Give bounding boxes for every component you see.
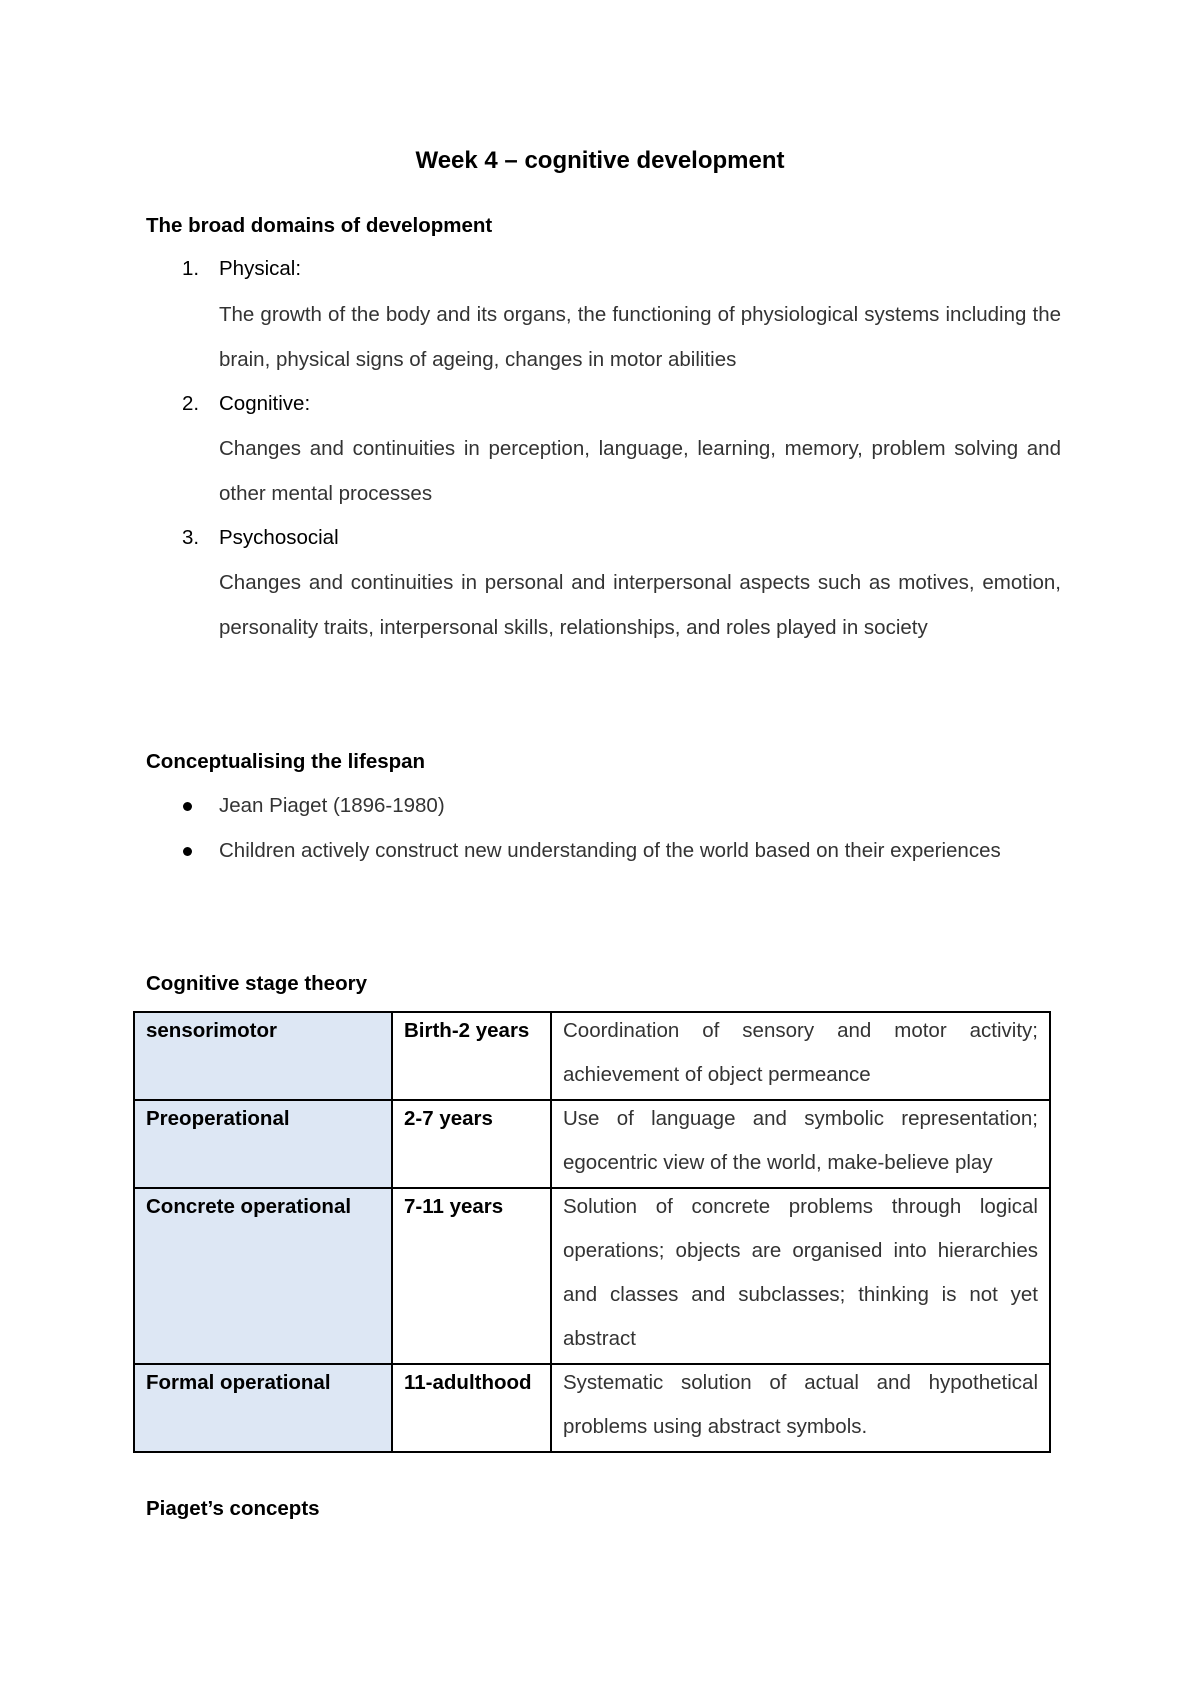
domain-text-cognitive: Changes and continuities in perception, language, learning, memory, problem solving and other mental processes xyxy=(219,437,1061,505)
list-number: 3. xyxy=(182,526,200,549)
stage-description: Use of language and symbolic representation; egocentric view of the world, make-believe play xyxy=(563,1107,1038,1174)
stage-name-cell xyxy=(134,1012,392,1100)
stage-age-cell xyxy=(392,1188,551,1364)
domain-text-psychosocial: Changes and continuities in personal and interpersonal aspects such as motives, emotion, personality traits, interpersonal skills, relationships, and roles played in society xyxy=(219,571,1061,639)
stage-name-cell xyxy=(134,1364,392,1452)
stage-name-cell xyxy=(134,1100,392,1188)
section-heading-stage-theory: Cognitive stage theory xyxy=(146,972,367,995)
bullet-icon xyxy=(183,802,192,811)
stage-age: 11-adulthood xyxy=(404,1371,532,1394)
stage-table xyxy=(133,1011,1051,1453)
list-number: 2. xyxy=(182,392,200,415)
stage-description: Solution of concrete problems through logical operations; objects are organised into hierarchies and classes and subclasses; thinking is not yet abstract xyxy=(563,1195,1038,1350)
table-row xyxy=(134,1012,1050,1100)
domain-label-psychosocial: Psychosocial xyxy=(219,526,339,549)
stage-description: Coordination of sensory and motor activity; achievement of object permeance xyxy=(563,1019,1038,1086)
table-row xyxy=(134,1100,1050,1188)
list-number: 1. xyxy=(182,257,200,280)
section-heading-domains: The broad domains of development xyxy=(146,214,493,237)
bullet-icon xyxy=(183,847,192,856)
lifespan-bullet-item: Jean Piaget (1896-1980) xyxy=(219,794,445,817)
stage-description-cell xyxy=(551,1100,1050,1188)
stage-name: Preoperational xyxy=(146,1107,290,1130)
stage-name: sensorimotor xyxy=(146,1019,277,1042)
table-row xyxy=(134,1188,1050,1364)
stage-name-cell xyxy=(134,1188,392,1364)
stage-age: 7-11 years xyxy=(404,1195,504,1218)
stage-age-cell xyxy=(392,1012,551,1100)
section-heading-lifespan: Conceptualising the lifespan xyxy=(146,750,426,773)
stage-description: Systematic solution of actual and hypothetical problems using abstract symbols. xyxy=(563,1371,1038,1438)
stage-age-cell xyxy=(392,1364,551,1452)
stage-name: Concrete operational xyxy=(146,1195,352,1218)
domain-label-physical: Physical: xyxy=(219,257,302,280)
stage-description-cell xyxy=(551,1188,1050,1364)
page-title: Week 4 – cognitive development xyxy=(415,147,785,174)
stage-name: Formal operational xyxy=(146,1371,331,1394)
domain-label-cognitive: Cognitive: xyxy=(219,392,311,415)
section-heading-concepts: Piaget’s concepts xyxy=(146,1497,320,1520)
stage-age: Birth-2 years xyxy=(404,1019,530,1042)
stage-age: 2-7 years xyxy=(404,1107,493,1130)
table-row xyxy=(134,1364,1050,1452)
stage-description-cell xyxy=(551,1012,1050,1100)
stage-age-cell xyxy=(392,1100,551,1188)
lifespan-bullet-item: Children actively construct new understanding of the world based on their experiences xyxy=(219,839,1001,862)
stage-description-cell xyxy=(551,1364,1050,1452)
domain-text-physical: The growth of the body and its organs, the functioning of physiological systems including the brain, physical signs of ageing, changes in motor abilities xyxy=(219,303,1061,371)
